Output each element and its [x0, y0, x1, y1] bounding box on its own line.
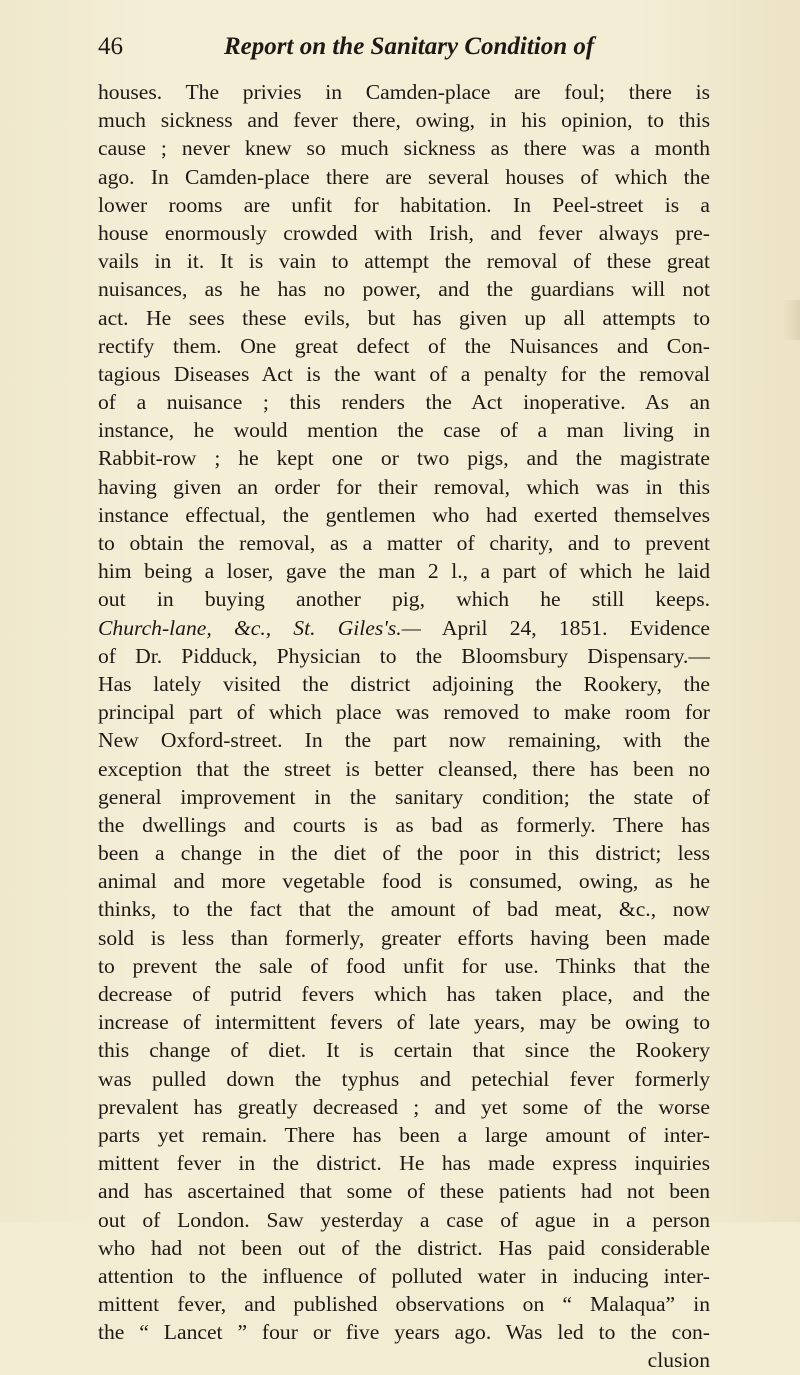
- text-line: instance effectual, the gentlemen who had exerted themselves: [98, 502, 710, 527]
- text-line: out of London. Saw yesterday a case of ague in a person: [98, 1207, 710, 1232]
- section-heading: Church-lane, &c., St. Giles's.—: [98, 615, 421, 640]
- page-number: 46: [98, 33, 123, 60]
- text-line: ago. In Camden-place there are several houses of which the: [98, 164, 710, 189]
- text-line: this change of diet. It is certain that since the Rookery: [98, 1038, 710, 1063]
- text-line: who had not been out of the district. Has paid considerable: [98, 1235, 710, 1260]
- text-line: act. He sees these evils, but has given up all attempts to: [98, 305, 710, 330]
- text-line: to obtain the removal, as a matter of charity, and to prevent: [98, 531, 710, 555]
- text-line: principal part of which place was removed to make room for: [98, 700, 710, 725]
- text-line: been a change in the diet of the poor in this district; less: [98, 841, 710, 866]
- section-line: [98, 614, 710, 642]
- text-line: attention to the influence of polluted water in inducing inter-: [98, 1263, 710, 1288]
- text-line: exception that the street is better cleansed, there has been no: [98, 756, 710, 781]
- text-line: of Dr. Pidduck, Physician to the Bloomsbury Dispensary.—: [98, 643, 710, 668]
- text-line: cause ; never knew so much sickness as there was a month: [98, 136, 710, 161]
- body-text: [98, 78, 710, 1375]
- text-line: the dwellings and courts is as bad as formerly. There has: [98, 812, 710, 837]
- text-line: animal and more vegetable food is consumed, owing, as he: [98, 869, 710, 894]
- text-line: rectify them. One great defect of the Nuisances and Con-: [98, 333, 710, 358]
- text-line: instance, he would mention the case of a man living in: [98, 418, 710, 443]
- text-line: out in buying another pig, which he still keeps.: [98, 587, 710, 612]
- text-line: parts yet remain. There has been a large amount of inter-: [98, 1122, 710, 1147]
- text-line: lower rooms are unfit for habitation. In Peel-street is a: [98, 192, 710, 217]
- text-line: mittent fever, and published observations on “ Malaqua” in: [98, 1292, 710, 1317]
- text-line: New Oxford-street. In the part now remaining, with the: [98, 728, 710, 753]
- page-edge-shadow: [782, 300, 800, 340]
- section-date: April 24, 1851. Evidence: [441, 615, 710, 640]
- text-line: sold is less than formerly, greater efforts having been made: [98, 925, 710, 950]
- text-line: to prevent the sale of food unfit for use. Thinks that the: [98, 953, 710, 978]
- text-line: increase of intermittent fevers of late years, may be owing to: [98, 1010, 710, 1035]
- text-line-final: clusion: [647, 1348, 710, 1373]
- text-line: mittent fever in the district. He has made express inquiries: [98, 1151, 710, 1176]
- text-line: much sickness and fever there, owing, in his opinion, to this: [98, 108, 710, 133]
- text-line: nuisances, as he has no power, and the guardians will not: [98, 277, 710, 302]
- text-line: vails in it. It is vain to attempt the removal of these great: [98, 249, 710, 274]
- text-line: prevalent has greatly decreased ; and yet some of the worse: [98, 1094, 710, 1119]
- text-line: Has lately visited the district adjoining the Rookery, the: [98, 671, 710, 696]
- text-line: thinks, to the fact that the amount of bad meat, &c., now: [98, 897, 710, 922]
- page-header: [98, 30, 708, 70]
- text-line: him being a loser, gave the man 2 l., a part of which he laid: [98, 559, 710, 584]
- text-line: general improvement in the sanitary condition; the state of: [98, 784, 710, 809]
- text-line: tagious Diseases Act is the want of a penalty for the removal: [98, 361, 710, 386]
- text-line: having given an order for their removal, which was in this: [98, 474, 710, 499]
- text-line: houses. The privies in Camden-place are foul; there is: [98, 80, 710, 104]
- text-line: and has ascertained that some of these patients had not been: [98, 1179, 710, 1204]
- running-head: Report on the Sanitary Condition of: [224, 33, 595, 60]
- text-line: decrease of putrid fevers which has taken place, and the: [98, 982, 710, 1006]
- text-line: the “ Lancet ” four or five years ago. Was led to the con-: [98, 1320, 710, 1345]
- text-line: house enormously crowded with Irish, and fever always pre-: [98, 220, 710, 245]
- text-line: of a nuisance ; this renders the Act inoperative. As an: [98, 390, 710, 415]
- text-line: Rabbit-row ; he kept one or two pigs, and the magistrate: [98, 446, 710, 471]
- text-line: was pulled down the typhus and petechial fever formerly: [98, 1066, 710, 1091]
